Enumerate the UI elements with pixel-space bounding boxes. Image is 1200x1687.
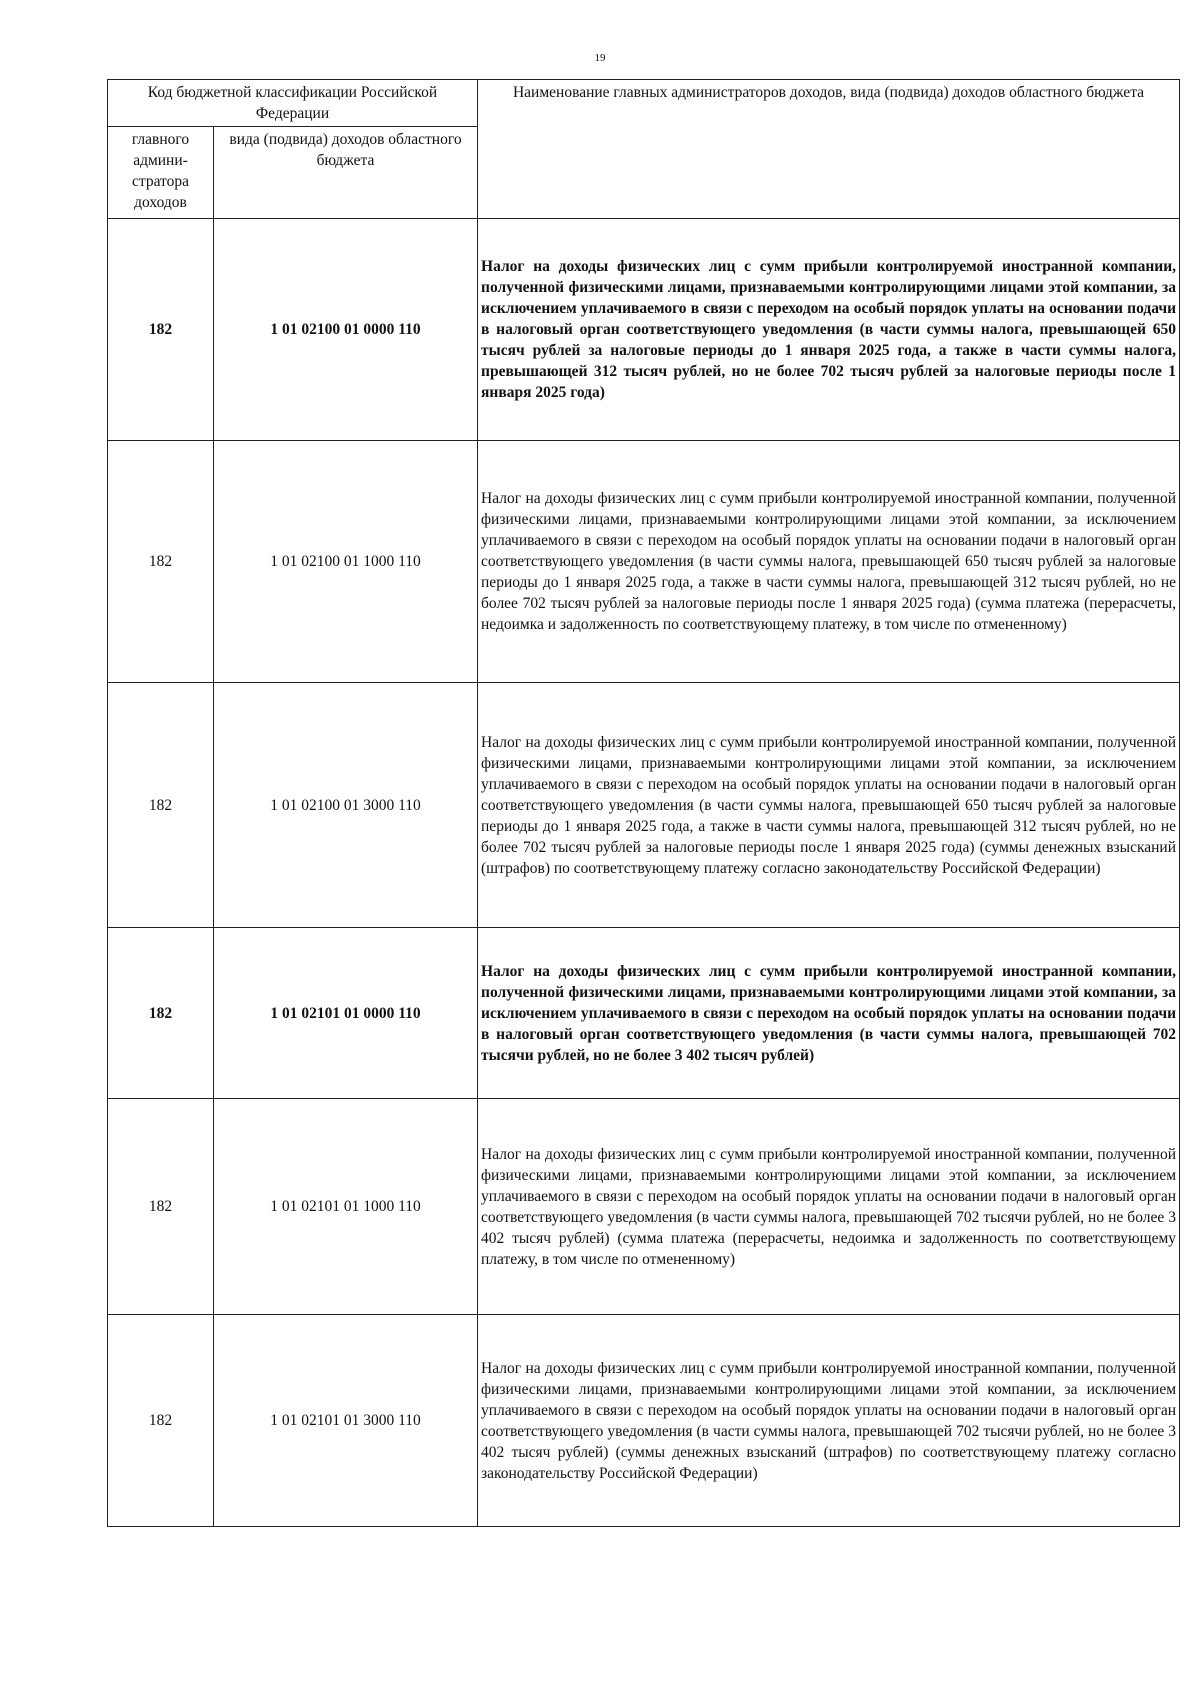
admin-code-cell: 182	[108, 683, 214, 928]
income-code-cell: 1 01 02100 01 1000 110	[214, 441, 478, 683]
admin-code-cell: 182	[108, 219, 214, 441]
income-description-cell: Налог на доходы физических лиц с сумм прибыли контролируемой иностранной компании, полученной физическими лицами, признаваемыми контролирующими лицами этой компании, за исключением уплачиваемого в связи с переходом на особый порядок уплаты на основании подачи в налоговый орган соответствующего уведомления (в части суммы налога, превышающей 702 тысячи рублей, но не более 3 402 тысяч рублей) (сумма платежа (перерасчеты, недоимка и задолженность по соответствующему платежу, в том числе по отмененному)	[478, 1099, 1180, 1315]
income-description-cell: Налог на доходы физических лиц с сумм прибыли контролируемой иностранной компании, полученной физическими лицами, признаваемыми контролирующими лицами этой компании, за исключением уплачиваемого в связи с переходом на особый порядок уплаты на основании подачи в налоговый орган соответствующего уведомления (в части суммы налога, превышающей 650 тысяч рублей за налоговые периоды до 1 января 2025 года, а также в части суммы налога, превышающей 312 тысяч рублей, но не более 702 тысяч рублей за налоговые периоды после 1 января 2025 года)	[478, 219, 1180, 441]
admin-code-cell: 182	[108, 1099, 214, 1315]
header-name-column: Наименование главных администраторов доходов, вида (подвида) доходов областного бюджета	[478, 80, 1180, 219]
income-description-cell: Налог на доходы физических лиц с сумм прибыли контролируемой иностранной компании, полученной физическими лицами, признаваемыми контролирующими лицами этой компании, за исключением уплачиваемого в связи с переходом на особый порядок уплаты на основании подачи в налоговый орган соответствующего уведомления (в части суммы налога, превышающей 702 тысячи рублей, но не более 3 402 тысяч рублей) (суммы денежных взысканий (штрафов) по соответствующему платежу согласно законодательству Российской Федерации)	[478, 1315, 1180, 1527]
header-admin-column: главного админи-стратора доходов	[108, 127, 214, 219]
income-code-cell: 1 01 02101 01 3000 110	[214, 1315, 478, 1527]
table-row	[108, 1315, 1180, 1527]
income-code-cell: 1 01 02100 01 0000 110	[214, 219, 478, 441]
income-description-cell: Налог на доходы физических лиц с сумм прибыли контролируемой иностранной компании, полученной физическими лицами, признаваемыми контролирующими лицами этой компании, за исключением уплачиваемого в связи с переходом на особый порядок уплаты на основании подачи в налоговый орган соответствующего уведомления (в части суммы налога, превышающей 650 тысяч рублей за налоговые периоды до 1 января 2025 года, а также в части суммы налога, превышающей 312 тысяч рублей, но не более 702 тысяч рублей за налоговые периоды после 1 января 2025 года) (сумма платежа (перерасчеты, недоимка и задолженность по соответствующему платежу, в том числе по отмененному)	[478, 441, 1180, 683]
page-number: 19	[594, 52, 606, 64]
income-code-cell: 1 01 02101 01 0000 110	[214, 928, 478, 1099]
income-code-cell: 1 01 02101 01 1000 110	[214, 1099, 478, 1315]
header-kind-column: вида (подвида) доходов областного бюджета	[214, 127, 478, 219]
admin-code-cell: 182	[108, 441, 214, 683]
table-row	[108, 219, 1180, 441]
table-row	[108, 683, 1180, 928]
table-row	[108, 441, 1180, 683]
table-row	[108, 1099, 1180, 1315]
budget-classification-table	[107, 79, 1180, 1527]
header-group-title: Код бюджетной классификации Российской Федерации	[108, 80, 478, 127]
table-row	[108, 928, 1180, 1099]
income-code-cell: 1 01 02100 01 3000 110	[214, 683, 478, 928]
income-description-cell: Налог на доходы физических лиц с сумм прибыли контролируемой иностранной компании, полученной физическими лицами, признаваемыми контролирующими лицами этой компании, за исключением уплачиваемого в связи с переходом на особый порядок уплаты на основании подачи в налоговый орган соответствующего уведомления (в части суммы налога, превышающей 702 тысячи рублей, но не более 3 402 тысяч рублей)	[478, 928, 1180, 1099]
income-description-cell: Налог на доходы физических лиц с сумм прибыли контролируемой иностранной компании, полученной физическими лицами, признаваемыми контролирующими лицами этой компании, за исключением уплачиваемого в связи с переходом на особый порядок уплаты на основании подачи в налоговый орган соответствующего уведомления (в части суммы налога, превышающей 650 тысяч рублей за налоговые периоды до 1 января 2025 года, а также в части суммы налога, превышающей 312 тысяч рублей, но не более 702 тысяч рублей за налоговые периоды после 1 января 2025 года) (суммы денежных взысканий (штрафов) по соответствующему платежу согласно законодательству Российской Федерации)	[478, 683, 1180, 928]
header-row-1	[108, 80, 1180, 127]
admin-code-cell: 182	[108, 1315, 214, 1527]
admin-code-cell: 182	[108, 928, 214, 1099]
